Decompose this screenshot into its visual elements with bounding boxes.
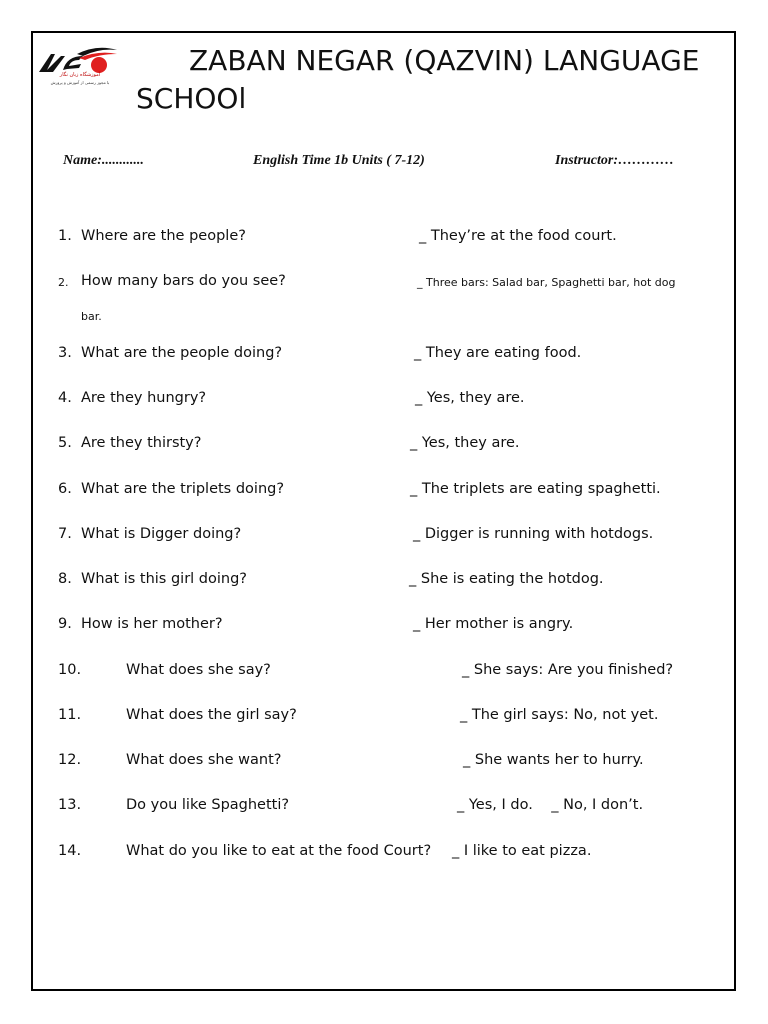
name-field-label: Name:............ [63,153,144,168]
answer-text: _ Three bars: Salad bar, Spaghetti bar, hot dog [417,276,676,289]
item-number: 8. [58,571,72,587]
answer-text: _ Yes, they are. [410,435,520,451]
item-number: 9. [58,616,72,632]
item-number: 7. [58,526,72,542]
item-number: 12. [58,752,82,768]
question-text: What are the people doing? [81,345,283,361]
question-text: Do you like Spaghetti? [126,797,290,813]
item-number: 1. [58,228,72,244]
answer-text: _ The girl says: No, not yet. [460,707,659,723]
answer-text: _ They are eating food. [414,345,582,361]
logo-subtitle: آموزشگاه زبان نگار [59,72,101,78]
answer-text: _ Digger is running with hotdogs. [413,526,654,542]
instructor-field-label: Instructor:………… [555,153,675,168]
question-text: Are they hungry? [81,390,207,406]
answer-text: _ She says: Are you finished? [462,662,674,678]
answer-text: _ Her mother is angry. [413,616,574,632]
question-text: What are the triplets doing? [81,481,285,497]
item-number: 11. [58,707,82,723]
question-text: Are they thirsty? [81,435,202,451]
page-title-line2: SCHOOl [136,82,247,115]
question-text: Where are the people? [81,228,246,244]
item-number: 13. [58,797,82,813]
answer-text: _ Yes, I do. _ No, I don’t. [457,797,644,813]
answer-text: _ She wants her to hurry. [463,752,644,768]
question-text: What is Digger doing? [81,526,242,542]
item-number: 6. [58,481,72,497]
question-text: How is her mother? [81,616,223,632]
answer-text: _ I like to eat pizza. [452,843,592,859]
question-text: What does she say? [126,662,271,678]
question-text: How many bars do you see? [81,273,286,289]
answer-text: _ Yes, they are. [415,390,525,406]
item-number: 4. [58,390,72,406]
question-text: What is this girl doing? [81,571,247,587]
question-text: What does the girl say? [126,707,297,723]
course-title: English Time 1b Units ( 7-12) [253,153,425,168]
answer-text: _ The triplets are eating spaghetti. [410,481,661,497]
item-number: 5. [58,435,72,451]
logo-tagline: با مجوز رسمی از آموزش و پرورش [50,80,110,85]
item-number: 10. [58,662,82,678]
answer-text: _ She is eating the hotdog. [409,571,604,587]
item-number: 2. [58,276,69,289]
page-title-line1: ZABAN NEGAR (QAZVIN) LANGUAGE [189,44,700,77]
question-text-continued: bar. [81,310,102,323]
item-number: 3. [58,345,72,361]
item-number: 14. [58,843,82,859]
answer-text: _ They’re at the food court. [419,228,617,244]
question-text: What do you like to eat at the food Court? [126,843,432,859]
question-text: What does she want? [126,752,282,768]
